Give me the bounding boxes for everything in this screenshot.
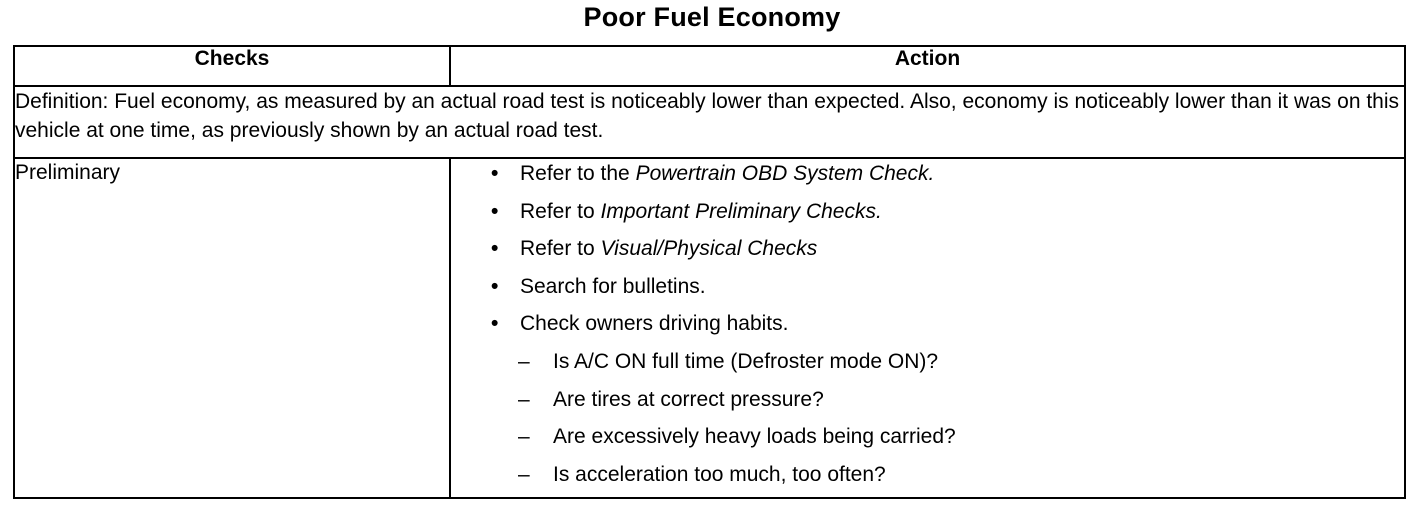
action-sub-item <box>491 460 1404 498</box>
action-list <box>451 159 1404 497</box>
checks-column-header: Checks <box>14 46 450 86</box>
action-item <box>491 309 1404 347</box>
action-sub-item <box>491 385 1404 423</box>
bullet-marker: • <box>491 237 499 261</box>
procedure-reference: Visual/Physical Checks <box>600 237 818 261</box>
action-item <box>491 272 1404 310</box>
action-item <box>491 197 1404 235</box>
bullet-marker: • <box>491 312 499 336</box>
action-sub-item <box>491 422 1404 460</box>
action-text: Are tires at correct pressure? <box>553 387 824 411</box>
diagnostic-table <box>13 45 1406 499</box>
action-text: Is acceleration too much, too often? <box>553 462 886 486</box>
definition-text: Definition: Fuel economy, as measured by an actual road test is noticeably lower than expected. Also, economy is noticeably lower than it was on this vehicle at one time, as previously shown by an actual road test. <box>14 86 1405 158</box>
action-text: Refer to <box>520 199 601 223</box>
procedure-reference: Powertrain OBD System Check. <box>635 162 935 185</box>
check-label: Preliminary <box>14 158 450 498</box>
table-row <box>14 158 1405 498</box>
action-item <box>491 159 1404 197</box>
definition-row <box>14 86 1405 158</box>
header-row <box>14 46 1405 86</box>
page-title: Poor Fuel Economy <box>583 2 841 32</box>
bullet-marker: • <box>491 162 499 185</box>
dash-marker: – <box>518 462 530 486</box>
action-text: Search for bulletins. <box>520 274 706 298</box>
dash-marker: – <box>518 425 530 449</box>
bullet-marker: • <box>491 274 499 298</box>
action-text: Refer to <box>520 237 601 261</box>
action-text: Is A/C ON full time (Defroster mode ON)? <box>553 349 939 373</box>
dash-marker: – <box>518 387 530 411</box>
action-sub-item <box>491 347 1404 385</box>
action-cell <box>450 158 1405 498</box>
action-text: Refer to the <box>520 162 636 185</box>
procedure-reference: Important Preliminary Checks. <box>600 199 882 223</box>
action-text: Are excessively heavy loads being carried? <box>553 425 956 449</box>
action-item <box>491 234 1404 272</box>
action-column-header: Action <box>450 46 1405 86</box>
bullet-marker: • <box>491 199 499 223</box>
dash-marker: – <box>518 349 530 373</box>
action-text: Check owners driving habits. <box>520 312 789 336</box>
